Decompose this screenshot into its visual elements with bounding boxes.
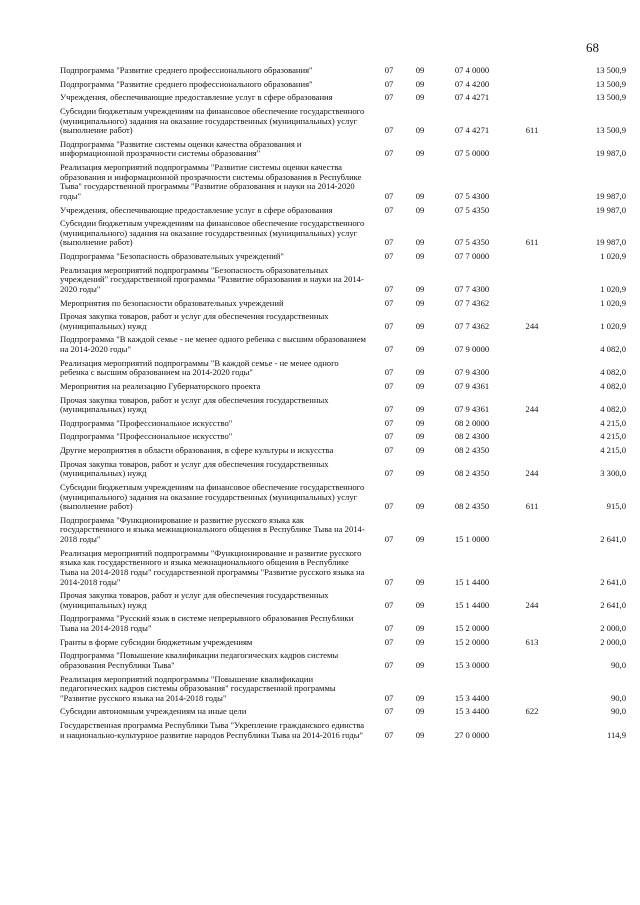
target-article-code: 07 4 0000 (454, 65, 490, 75)
table-row (60, 419, 626, 433)
subsection-code: 09 (415, 320, 425, 331)
table-row (60, 591, 626, 614)
expense-type-code: 613 (525, 636, 539, 647)
item-name: Подпрограмма "Развитие системы оценки качества образования и информационной прозрачности системы образования" (60, 138, 302, 159)
expense-type-code (510, 206, 554, 220)
amount: 2 641,0 (600, 534, 626, 544)
target-article-code: 15 3 0000 (454, 659, 490, 670)
item-name: Гранты в форме субсидии бюджетным учреждениям (60, 636, 253, 647)
amount: 4 215,0 (600, 445, 626, 455)
section-code: 07 (384, 251, 394, 261)
item-name: Подпрограмма "Русский язык в системе непрерывного образования Республики Тыва на 2014-2018 годы" (60, 613, 354, 633)
subsection-code: 09 (415, 125, 425, 136)
table-row (60, 614, 626, 637)
target-article-code: 07 5 0000 (454, 148, 490, 159)
target-article-code: 07 5 4350 (454, 237, 490, 248)
target-article-code: 08 2 4350 (454, 468, 490, 479)
table-row (60, 382, 626, 396)
table-row (60, 516, 626, 549)
budget-table-body (60, 66, 626, 744)
budget-table (60, 66, 626, 744)
amount: 4 082,0 (600, 344, 626, 354)
section-code: 07 (384, 468, 394, 479)
target-article-code: 07 9 4300 (454, 367, 490, 378)
amount: 4 215,0 (600, 431, 626, 442)
target-article-code: 07 9 0000 (454, 344, 490, 354)
expense-type-code (510, 549, 554, 592)
target-article-code: 07 5 4300 (454, 190, 490, 201)
amount: 2 000,0 (600, 623, 626, 633)
target-article-code: 15 3 4400 (454, 706, 490, 717)
subsection-code: 09 (415, 729, 425, 740)
item-name: Реализация мероприятий подпрограммы "Функционирование и развитие русского языка как государственного и языка межнационального общения в Республике Тыва на 2014-2018 годы" государственной программы "Развитие русского языка на 2014-2018 годы" (60, 547, 365, 587)
expense-type-code: 244 (525, 468, 539, 479)
target-article-code: 07 7 0000 (454, 251, 490, 261)
table-row (60, 396, 626, 419)
amount: 19 987,0 (595, 204, 626, 215)
expense-type-code (510, 382, 554, 396)
section-code: 07 (384, 297, 394, 308)
expense-type-code: 244 (525, 320, 539, 331)
section-code: 07 (384, 706, 394, 717)
table-row (60, 549, 626, 592)
item-name: Прочая закупка товаров, работ и услуг для обеспечения государственных (муниципальных) нужд (60, 394, 329, 415)
section-code: 07 (384, 445, 394, 455)
subsection-code: 09 (415, 659, 425, 670)
table-row (60, 483, 626, 516)
target-article-code: 08 2 4350 (454, 445, 490, 455)
amount: 3 300,0 (600, 468, 626, 479)
section-code: 07 (384, 237, 394, 248)
target-article-code: 07 5 4350 (454, 204, 490, 215)
target-article-code: 07 4 4271 (454, 92, 490, 103)
table-row (60, 107, 626, 140)
amount: 4 215,0 (600, 417, 626, 428)
target-article-code: 07 7 4300 (454, 283, 490, 294)
target-article-code: 08 2 4300 (454, 431, 490, 442)
item-name: Учреждения, обеспечивающие предоставление услуг в сфере образования (60, 92, 333, 103)
expense-type-code (510, 266, 554, 299)
expense-type-code (510, 432, 554, 446)
target-article-code: 07 9 4361 (454, 380, 490, 391)
target-article-code: 08 2 4350 (454, 501, 490, 512)
subsection-code: 09 (415, 251, 425, 261)
amount: 13 500,9 (595, 65, 626, 75)
subsection-code: 09 (415, 148, 425, 159)
amount: 19 987,0 (595, 148, 626, 159)
expense-type-code (510, 614, 554, 637)
target-article-code: 15 1 4400 (454, 576, 490, 587)
section-code: 07 (384, 125, 394, 136)
table-row (60, 721, 626, 744)
item-name: Подпрограмма "Развитие среднего профессионального образования" (60, 78, 313, 89)
subsection-code: 09 (415, 417, 425, 428)
subsection-code: 09 (415, 367, 425, 378)
amount: 1 020,9 (600, 320, 626, 331)
item-name: Субсидии автономным учреждениям на иные цели (60, 706, 247, 717)
target-article-code: 07 7 4362 (454, 297, 490, 308)
amount: 90,0 (610, 706, 626, 717)
subsection-code: 09 (415, 501, 425, 512)
section-code: 07 (384, 367, 394, 378)
subsection-code: 09 (415, 283, 425, 294)
subsection-code: 09 (415, 576, 425, 587)
amount: 90,0 (610, 659, 626, 670)
subsection-code: 09 (415, 431, 425, 442)
table-row (60, 638, 626, 652)
item-name: Подпрограмма "Развитие среднего профессионального образования" (60, 65, 313, 75)
amount: 1 020,9 (600, 297, 626, 308)
subsection-code: 09 (415, 78, 425, 89)
item-name: Прочая закупка товаров, работ и услуг для обеспечения государственных (муниципальных) нужд (60, 311, 329, 331)
subsection-code: 09 (415, 297, 425, 308)
page-number: 68 (586, 40, 599, 55)
subsection-code: 09 (415, 599, 425, 610)
table-row (60, 446, 626, 460)
target-article-code: 15 3 4400 (454, 692, 490, 703)
expense-type-code: 611 (525, 501, 539, 512)
section-code: 07 (384, 692, 394, 703)
item-name: Подпрограмма "Безопасность образовательных учреждений" (60, 251, 284, 261)
expense-type-code (510, 516, 554, 549)
section-code: 07 (384, 65, 394, 75)
section-code: 07 (384, 534, 394, 544)
table-row (60, 219, 626, 252)
amount: 1 020,9 (600, 251, 626, 261)
section-code: 07 (384, 92, 394, 103)
expense-type-code: 622 (525, 706, 539, 717)
amount: 1 020,9 (600, 283, 626, 294)
item-name: Подпрограмма "Повышение квалификации педагогических кадров системы образования Республики Тыва" (60, 650, 339, 670)
subsection-code: 09 (415, 468, 425, 479)
subsection-code: 09 (415, 404, 425, 415)
section-code: 07 (384, 190, 394, 201)
expense-type-code: 244 (525, 599, 539, 610)
item-name: Реализация мероприятий подпрограммы "Повышение квалификации педагогических кадров системы образования" государственной программы "Развитие русского языка на 2014-2018 годы" (60, 673, 336, 703)
expense-type-code (510, 335, 554, 358)
table-row (60, 432, 626, 446)
amount: 4 082,0 (600, 404, 626, 415)
section-code: 07 (384, 623, 394, 633)
item-name: Субсидии бюджетным учреждениям на финансовое обеспечение государственного (муниципального) задания на оказание государственных (муниципальных) услуг (выполнение работ) (60, 481, 365, 512)
expense-type-code (510, 446, 554, 460)
section-code: 07 (384, 283, 394, 294)
section-code: 07 (384, 148, 394, 159)
section-code: 07 (384, 729, 394, 740)
expense-type-code (510, 675, 554, 708)
section-code: 07 (384, 344, 394, 354)
expense-type-code (510, 721, 554, 744)
amount: 19 987,0 (595, 190, 626, 201)
table-row (60, 299, 626, 313)
subsection-code: 09 (415, 344, 425, 354)
item-name: Учреждения, обеспечивающие предоставление услуг в сфере образования (60, 204, 333, 215)
section-code: 07 (384, 576, 394, 587)
item-name: Мероприятия на реализацию Губернаторского проекта (60, 380, 261, 391)
amount: 114,9 (606, 729, 626, 740)
target-article-code: 07 9 4361 (454, 404, 490, 415)
item-name: Субсидии бюджетным учреждениям на финансовое обеспечение государственного (муниципального) задания на оказание государственных (муниципальных) услуг (выполнение работ) (60, 105, 365, 136)
table-row (60, 651, 626, 674)
expense-type-code (510, 419, 554, 433)
section-code: 07 (384, 636, 394, 647)
section-code: 07 (384, 204, 394, 215)
subsection-code: 09 (415, 534, 425, 544)
item-name: Подпрограмма "Функционирование и развитие русского языка как государственного и языка межнационального общения в Республике Тыва на 2014-2018 годы" (60, 514, 365, 544)
target-article-code: 27 0 0000 (454, 729, 490, 740)
table-row (60, 206, 626, 220)
subsection-code: 09 (415, 380, 425, 391)
item-name: Подпрограмма "Профессиональное искусство" (60, 417, 233, 428)
target-article-code: 07 7 4362 (454, 320, 490, 331)
item-name: Мероприятия по безопасности образовательных учреждений (60, 297, 284, 308)
subsection-code: 09 (415, 65, 425, 75)
amount: 4 082,0 (600, 367, 626, 378)
expense-type-code (510, 66, 554, 80)
table-row (60, 266, 626, 299)
target-article-code: 15 2 0000 (454, 636, 490, 647)
subsection-code: 09 (415, 92, 425, 103)
amount: 90,0 (610, 692, 626, 703)
section-code: 07 (384, 431, 394, 442)
item-name: Субсидии бюджетным учреждениям на финансовое обеспечение государственного (муниципального) задания на оказание государственных (муниципальных) услуг (выполнение работ) (60, 218, 365, 248)
subsection-code: 09 (415, 636, 425, 647)
amount: 4 082,0 (600, 380, 626, 391)
expense-type-code (510, 80, 554, 94)
table-row (60, 707, 626, 721)
expense-type-code (510, 651, 554, 674)
section-code: 07 (384, 417, 394, 428)
expense-type-code (510, 163, 554, 206)
target-article-code: 15 2 0000 (454, 623, 490, 633)
target-article-code: 07 4 4200 (454, 78, 490, 89)
subsection-code: 09 (415, 237, 425, 248)
amount: 2 641,0 (600, 576, 626, 587)
item-name: Прочая закупка товаров, работ и услуг для обеспечения государственных (муниципальных) нужд (60, 590, 329, 610)
table-row (60, 252, 626, 266)
amount: 2 641,0 (600, 599, 626, 610)
section-code: 07 (384, 599, 394, 610)
expense-type-code (510, 140, 554, 163)
item-name: Другие мероприятия в области образования, в сфере культуры и искусства (60, 445, 334, 455)
expense-type-code (510, 299, 554, 313)
amount: 13 500,9 (595, 92, 626, 103)
table-row (60, 80, 626, 94)
subsection-code: 09 (415, 623, 425, 633)
section-code: 07 (384, 659, 394, 670)
table-row (60, 66, 626, 80)
expense-type-code (510, 252, 554, 266)
amount: 13 500,9 (595, 78, 626, 89)
subsection-code: 09 (415, 706, 425, 717)
section-code: 07 (384, 380, 394, 391)
table-row (60, 335, 626, 358)
amount: 2 000,0 (600, 636, 626, 647)
amount: 19 987,0 (595, 237, 626, 248)
table-row (60, 93, 626, 107)
section-code: 07 (384, 501, 394, 512)
table-row (60, 460, 626, 483)
target-article-code: 15 1 0000 (454, 534, 490, 544)
expense-type-code (510, 359, 554, 382)
subsection-code: 09 (415, 190, 425, 201)
amount: 13 500,9 (595, 125, 626, 136)
subsection-code: 09 (415, 445, 425, 455)
table-row (60, 163, 626, 206)
table-row (60, 359, 626, 382)
section-code: 07 (384, 320, 394, 331)
target-article-code: 15 1 4400 (454, 599, 490, 610)
subsection-code: 09 (415, 204, 425, 215)
section-code: 07 (384, 404, 394, 415)
item-name: Подпрограмма "В каждой семье - не менее одного ребенка с высшим образованием на 2014-2020 годы" (60, 334, 367, 354)
subsection-code: 09 (415, 692, 425, 703)
expense-type-code: 611 (525, 125, 539, 136)
item-name: Реализация мероприятий подпрограммы "Безопасность образовательных учреждений" государственной программы "Развитие образования и науки на 2014-2020 годы" (60, 264, 364, 294)
amount: 915,0 (606, 501, 626, 512)
expense-type-code: 611 (525, 237, 539, 248)
expense-type-code: 244 (525, 404, 539, 415)
table-row (60, 312, 626, 335)
item-name: Государственная программа Республики Тыва "Укрепление гражданского единства и национально-культурное развитие народов Республики Тыва на 2014-2016 годы" (60, 720, 365, 740)
table-row (60, 140, 626, 163)
section-code: 07 (384, 78, 394, 89)
item-name: Подпрограмма "Профессиональное искусство" (60, 431, 233, 442)
target-article-code: 07 4 4271 (454, 125, 490, 136)
table-row (60, 675, 626, 708)
item-name: Прочая закупка товаров, работ и услуг для обеспечения государственных (муниципальных) нужд (60, 458, 329, 479)
target-article-code: 08 2 0000 (454, 417, 490, 428)
item-name: Реализация мероприятий подпрограммы "Развитие системы оценки качества образования и информационной прозрачности системы образования в Республике Тыва" государственной программы "Развитие образования и науки на 2014-2020 годы" (60, 162, 362, 201)
expense-type-code (510, 93, 554, 107)
item-name: Реализация мероприятий подпрограммы "В каждой семье - не менее одного ребенка с высшим образованием на 2014-2020 годы" (60, 357, 339, 378)
